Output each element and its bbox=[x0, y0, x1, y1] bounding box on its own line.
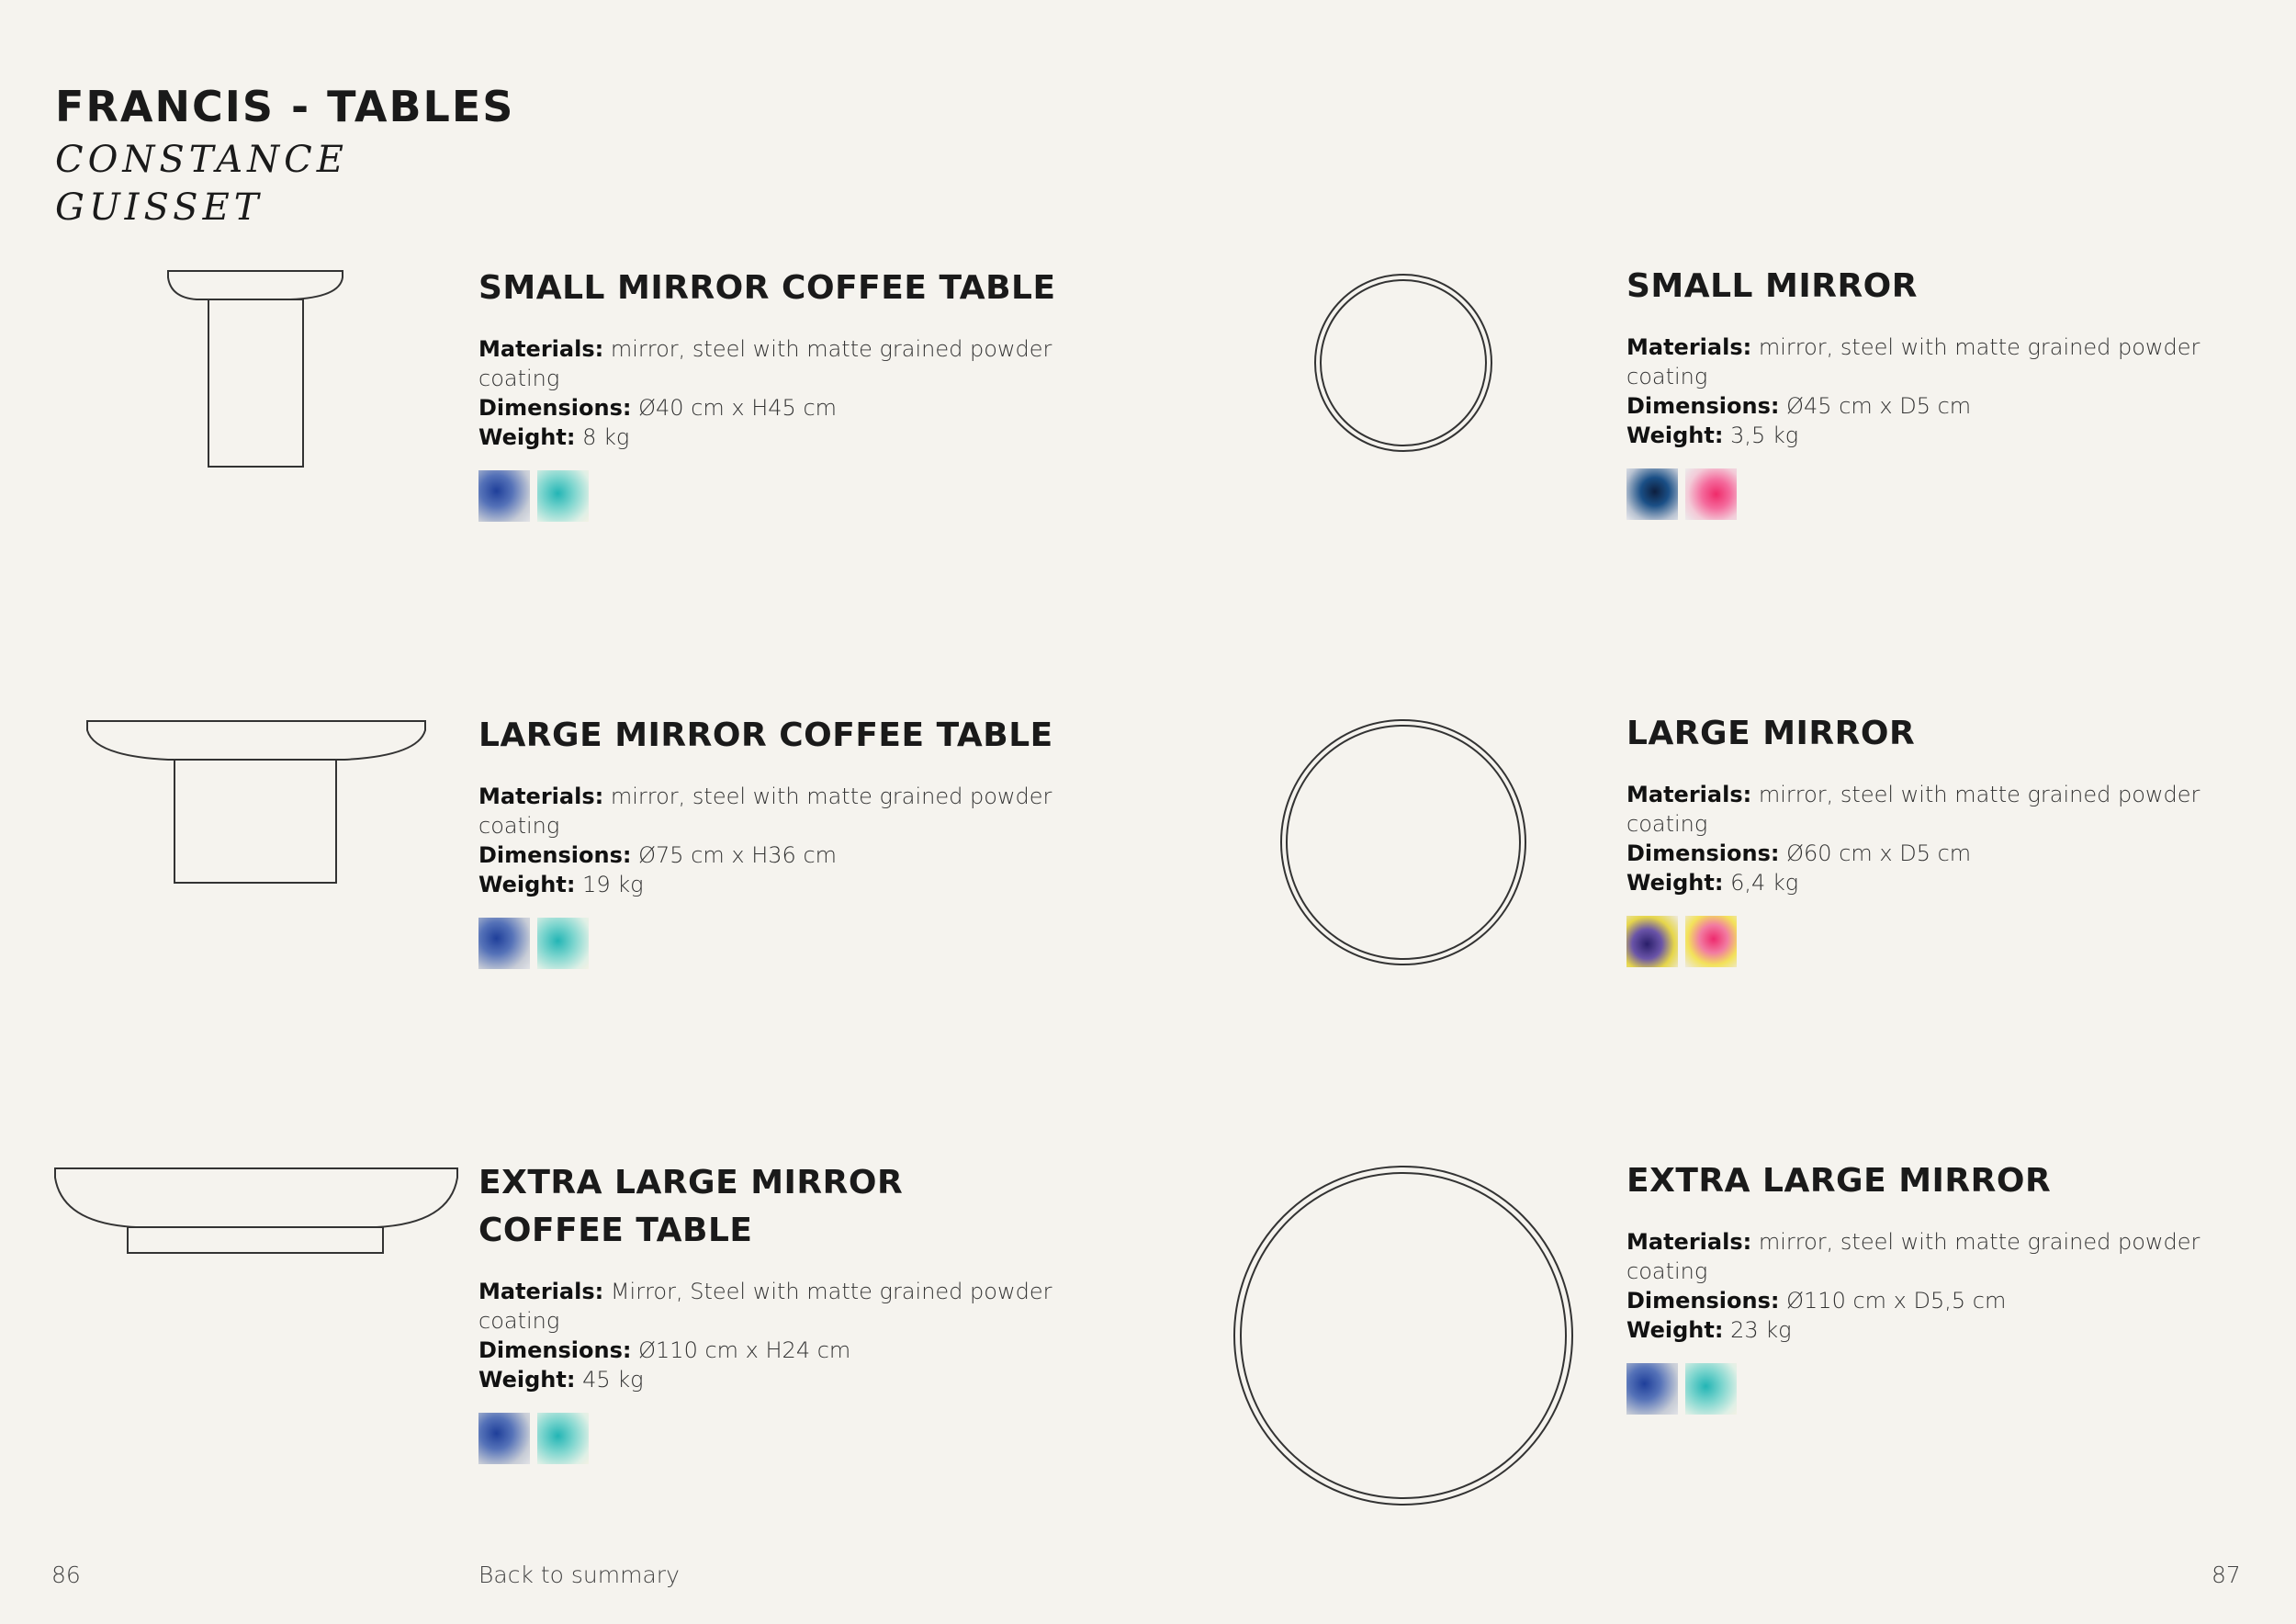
page-number-left: 86 bbox=[51, 1562, 81, 1588]
product-large-mirror-coffee-table bbox=[478, 712, 1140, 969]
spec-materials: Materials: mirror, steel with matte grained powder coating bbox=[1626, 782, 2200, 837]
swatch-blue-mirror[interactable] bbox=[478, 1413, 530, 1464]
swatch-violet-yellow-mirror[interactable] bbox=[1626, 916, 1678, 967]
spec-weight: Weight: 6,4 kg bbox=[1626, 870, 1799, 896]
spec-weight: Weight: 3,5 kg bbox=[1626, 423, 1799, 448]
product-name: EXTRA LARGE MIRROR COFFEE TABLE bbox=[478, 1164, 904, 1249]
spec-materials: Materials: mirror, steel with matte grained powder coating bbox=[478, 336, 1052, 391]
product-name: LARGE MIRROR COFFEE TABLE bbox=[478, 716, 1053, 754]
swatch-blue-mirror[interactable] bbox=[478, 470, 530, 522]
product-extra-large-mirror bbox=[1626, 1157, 2288, 1415]
finish-swatches bbox=[478, 470, 1140, 522]
swatch-blue-mirror[interactable] bbox=[478, 918, 530, 969]
spec-weight: Weight: 23 kg bbox=[1626, 1317, 1792, 1343]
spec-weight: Weight: 45 kg bbox=[478, 1367, 644, 1393]
swatch-teal-mirror[interactable] bbox=[537, 918, 589, 969]
product-name: EXTRA LARGE MIRROR bbox=[1626, 1162, 2052, 1200]
spec-materials: Materials: Mirror, Steel with matte grained powder coating bbox=[478, 1279, 1052, 1334]
swatch-pink-yellow-mirror[interactable] bbox=[1685, 916, 1737, 967]
swatch-pink-mirror[interactable] bbox=[1685, 468, 1737, 520]
spec-dimensions: Dimensions: Ø60 cm x D5 cm bbox=[1626, 840, 1972, 866]
page-title: FRANCIS - TABLES bbox=[55, 82, 515, 131]
product-name: LARGE MIRROR bbox=[1626, 715, 1916, 752]
swatch-navy-mirror[interactable] bbox=[1626, 468, 1678, 520]
spec-materials: Materials: mirror, steel with matte grained powder coating bbox=[1626, 1229, 2200, 1284]
page-number-right: 87 bbox=[2212, 1562, 2241, 1588]
product-name: SMALL MIRROR COFFEE TABLE bbox=[478, 269, 1056, 307]
swatch-blue-mirror[interactable] bbox=[1626, 1363, 1678, 1415]
extra-large-coffee-table-drawing bbox=[53, 1167, 459, 1257]
product-small-mirror-coffee-table bbox=[478, 265, 1140, 522]
product-name: SMALL MIRROR bbox=[1626, 267, 1919, 305]
spec-dimensions: Dimensions: Ø75 cm x H36 cm bbox=[478, 842, 838, 868]
small-mirror-drawing bbox=[1313, 273, 1493, 453]
swatch-teal-mirror[interactable] bbox=[537, 1413, 589, 1464]
large-coffee-table-drawing bbox=[85, 719, 427, 885]
large-mirror-drawing bbox=[1279, 718, 1527, 966]
spec-dimensions: Dimensions: Ø40 cm x H45 cm bbox=[478, 395, 838, 421]
back-to-summary-link[interactable]: Back to summary bbox=[478, 1562, 680, 1588]
product-extra-large-mirror-coffee-table bbox=[478, 1159, 1140, 1464]
finish-swatches bbox=[1626, 916, 2288, 967]
finish-swatches bbox=[1626, 468, 2288, 520]
spec-materials: Materials: mirror, steel with matte grained powder coating bbox=[1626, 334, 2200, 389]
spec-weight: Weight: 8 kg bbox=[478, 424, 630, 450]
finish-swatches bbox=[1626, 1363, 2288, 1415]
swatch-teal-mirror[interactable] bbox=[1685, 1363, 1737, 1415]
finish-swatches bbox=[478, 1413, 1140, 1464]
spec-dimensions: Dimensions: Ø45 cm x D5 cm bbox=[1626, 393, 1972, 419]
catalog-header bbox=[55, 81, 514, 231]
product-large-mirror bbox=[1626, 710, 2288, 967]
spec-dimensions: Dimensions: Ø110 cm x D5,5 cm bbox=[1626, 1288, 2007, 1314]
finish-swatches bbox=[478, 918, 1140, 969]
swatch-teal-mirror[interactable] bbox=[537, 470, 589, 522]
designer-name: CONSTANCE GUISSET bbox=[55, 139, 348, 229]
extra-large-mirror-drawing bbox=[1232, 1165, 1574, 1506]
spec-dimensions: Dimensions: Ø110 cm x H24 cm bbox=[478, 1337, 851, 1363]
small-coffee-table-drawing bbox=[165, 268, 345, 470]
spec-weight: Weight: 19 kg bbox=[478, 872, 644, 897]
product-small-mirror bbox=[1626, 263, 2288, 520]
spec-materials: Materials: mirror, steel with matte grained powder coating bbox=[478, 784, 1052, 839]
